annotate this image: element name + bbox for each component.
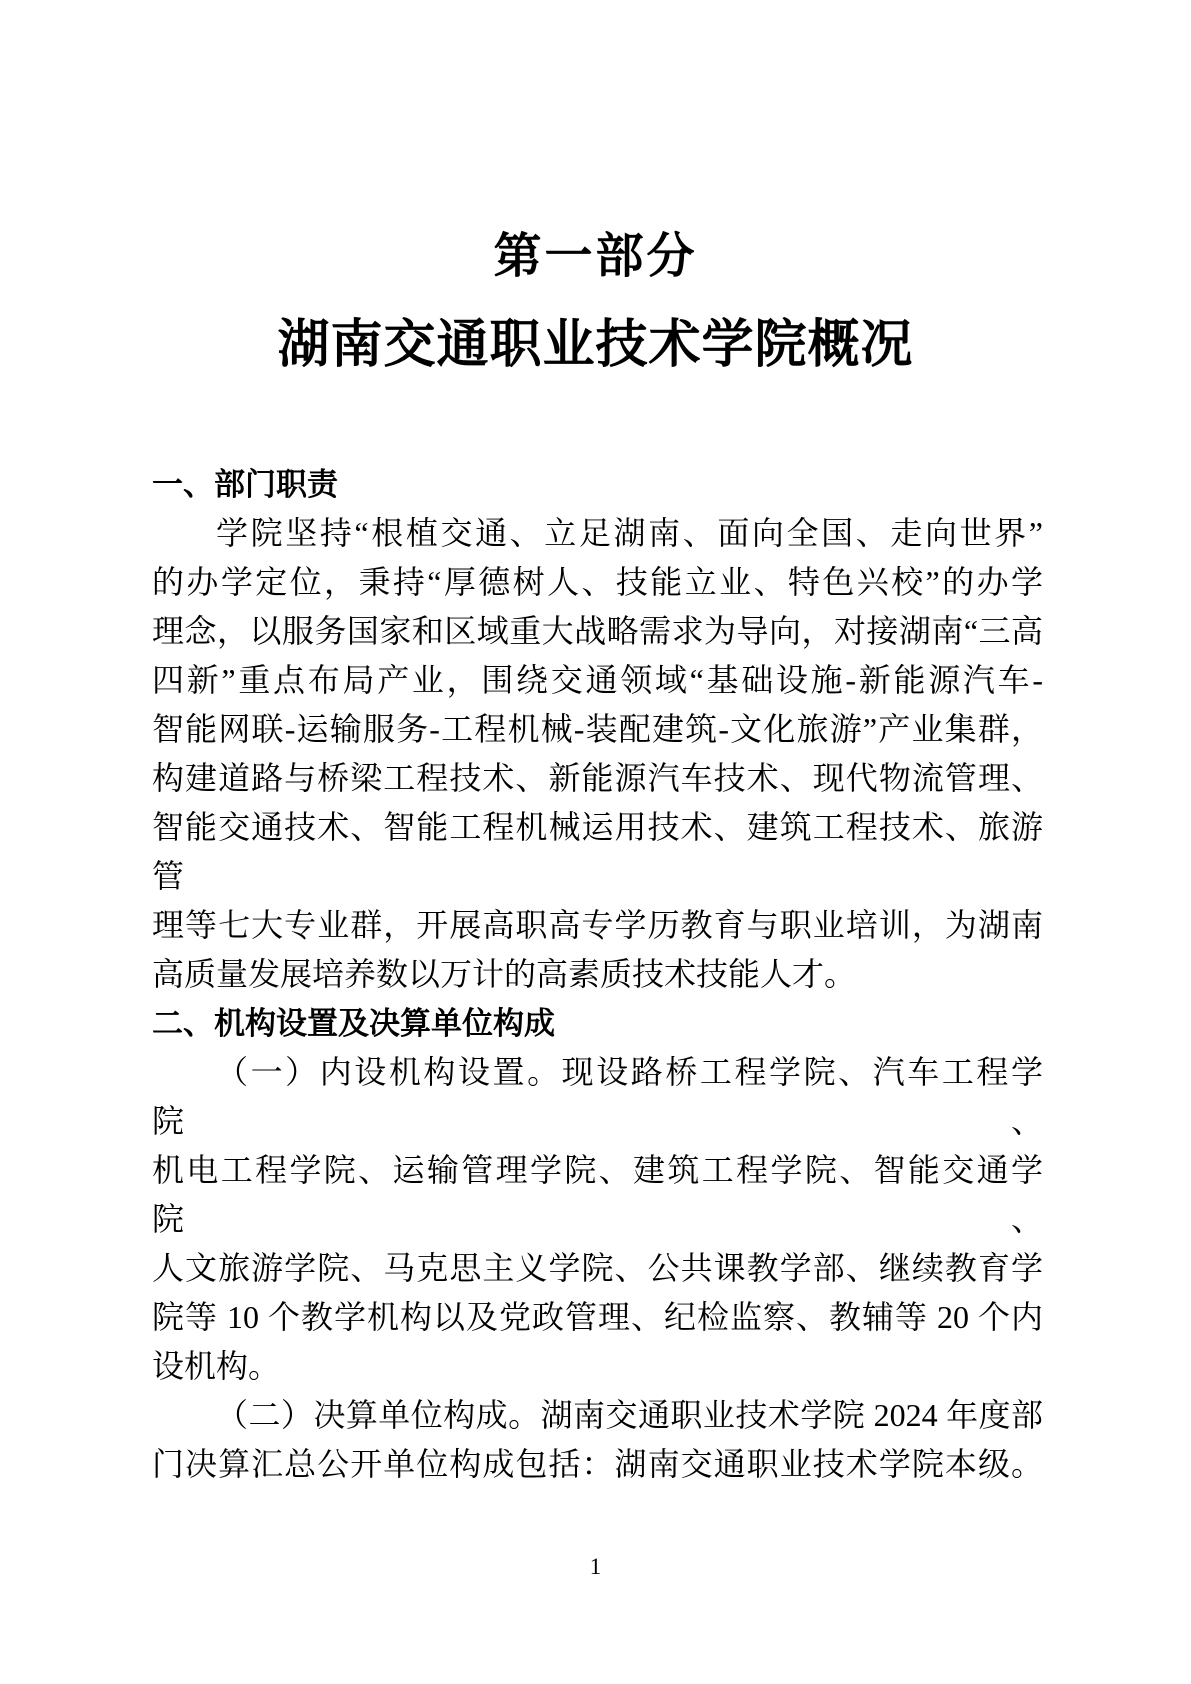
body-line: 高质量发展培养数以万计的高素质技术技能人才。: [152, 956, 857, 992]
body-line: 学院坚持“根植交通、立足湖南、面向全国、走向世界”: [216, 515, 1043, 551]
body-line: 的办学定位，秉持“厚德树人、技能立业、特色兴校”的办学: [152, 564, 1043, 600]
body-line: 理念，以服务国家和区域重大战略需求为导向，对接湖南“三高: [152, 613, 1043, 649]
document-body: [152, 460, 1043, 1489]
section-heading-structure: 二、机构设置及决算单位构成: [152, 1006, 555, 1041]
body-line: 院等 10 个教学机构以及党政管理、纪检监察、教辅等 20 个内: [152, 1299, 1043, 1335]
body-line: （二）决算单位构成。湖南交通职业技术学院 2024 年度部: [216, 1397, 1043, 1433]
body-line: 构建道路与桥梁工程技术、新能源汽车技术、现代物流管理、: [152, 760, 1043, 796]
body-line: 人文旅游学院、马克思主义学院、公共课教学部、继续教育学: [152, 1250, 1043, 1286]
body-line: 设机构。: [152, 1348, 281, 1384]
body-line: 四新”重点布局产业，围绕交通领域“基础设施-新能源汽车-: [152, 662, 1043, 698]
body-line: （一）内设机构设置。现设路桥工程学院、汽车工程学院、: [152, 1054, 1043, 1139]
body-line: 智能网联-运输服务-工程机械-装配建筑-文化旅游”产业集群，: [152, 711, 1043, 747]
page-number: 1: [589, 1554, 602, 1579]
doc-title-part: 第一部分: [493, 230, 698, 283]
body-line: 智能交通技术、智能工程机械运用技术、建筑工程技术、旅游管: [152, 809, 1043, 894]
doc-title-name: 湖南交通职业技术学院概况: [277, 317, 914, 374]
body-line: 机电工程学院、运输管理学院、建筑工程学院、智能交通学院、: [152, 1152, 1043, 1237]
section-heading-duties: 一、部门职责: [152, 467, 338, 502]
body-line: 理等七大专业群，开展高职高专学历教育与职业培训，为湖南: [152, 907, 1043, 943]
title-block: [0, 0, 1191, 378]
body-line: 门决算汇总公开单位构成包括：湖南交通职业技术学院本级。: [152, 1446, 1043, 1482]
